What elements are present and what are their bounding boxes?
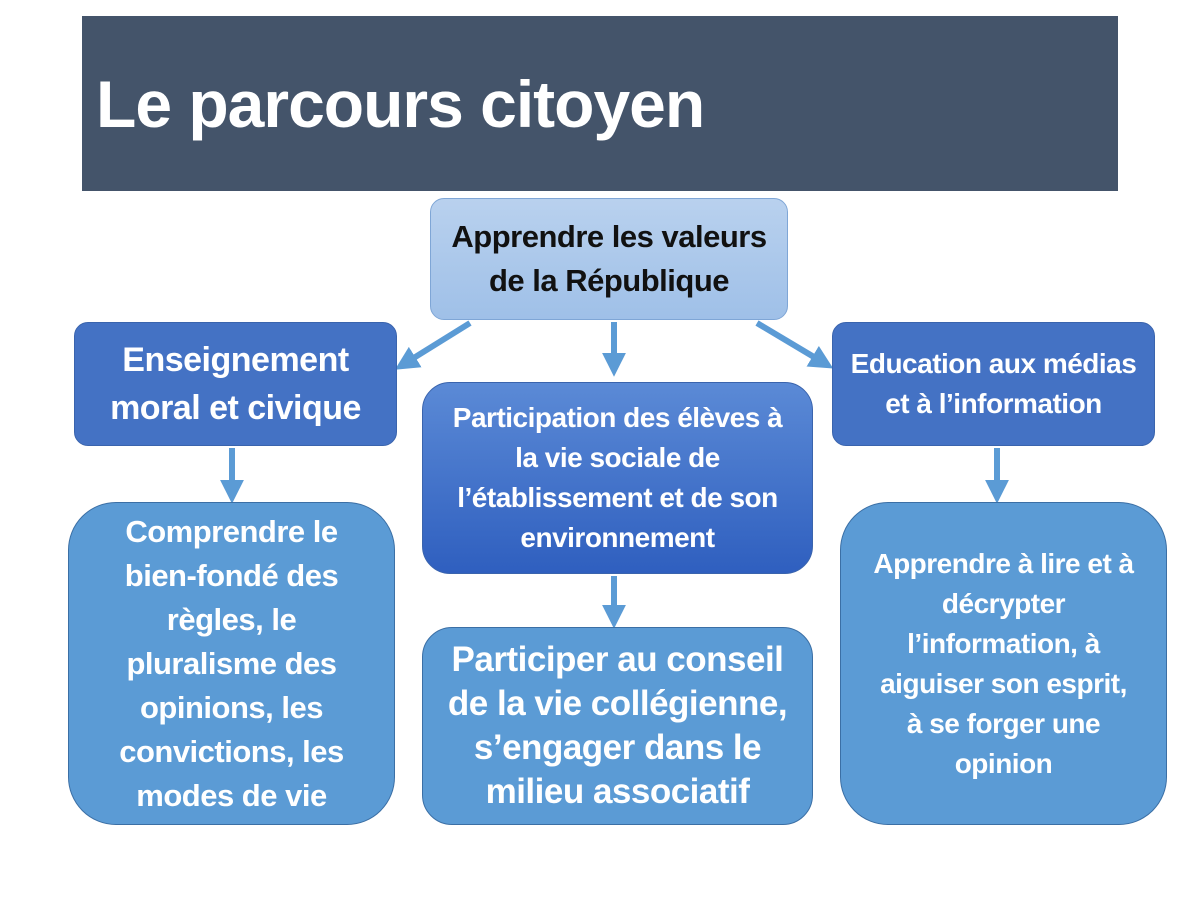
arrow-to-education-medias	[757, 323, 824, 363]
box-line: aiguiser son esprit,	[880, 667, 1127, 699]
box-line: environnement	[520, 522, 715, 553]
box-line: de la vie collégienne,	[447, 684, 788, 723]
box-line: pluralisme des	[126, 645, 337, 681]
slide-title: Le parcours citoyen	[96, 67, 705, 141]
box-enseignement-moral-civique	[74, 322, 397, 446]
box-education-medias	[832, 322, 1155, 446]
box-line: Education aux médias	[850, 348, 1137, 379]
box-line: Participer au conseil	[451, 640, 784, 679]
box-line: l’information, à	[907, 627, 1100, 659]
box-line: opinions, les	[140, 689, 323, 725]
box-line: règles, le	[166, 601, 297, 637]
box-line: à se forger une	[906, 707, 1101, 739]
box-line: Apprendre à lire et à	[873, 547, 1134, 579]
box-line: convictions, les	[119, 733, 344, 769]
box-participation-eleves	[422, 382, 813, 574]
box-line: moral et civique	[110, 389, 361, 427]
box-line: Apprendre les valeurs	[451, 219, 767, 254]
box-comprendre-bien-fonde	[68, 502, 395, 825]
box-line: de la République	[488, 263, 729, 298]
box-apprendre-valeurs	[430, 198, 788, 320]
box-line: décrypter	[941, 587, 1066, 619]
arrow-to-enseignement	[404, 323, 470, 364]
box-line: Participation des élèves à	[452, 402, 783, 433]
box-apprendre-lire-decrypter	[840, 502, 1167, 825]
box-line: Comprendre le	[125, 513, 338, 549]
box-line: modes de vie	[136, 777, 327, 813]
box-line: s’engager dans le	[473, 728, 762, 767]
box-line: l’établissement et de son	[457, 482, 778, 513]
box-line: bien-fondé des	[124, 557, 339, 593]
box-line: la vie sociale de	[515, 442, 720, 473]
box-line: milieu associatif	[485, 772, 750, 811]
box-participer-conseil	[422, 627, 813, 825]
box-line: Enseignement	[122, 341, 349, 379]
title-bar	[82, 16, 1118, 191]
box-line: et à l’information	[885, 388, 1102, 419]
box-line: opinion	[954, 747, 1053, 779]
